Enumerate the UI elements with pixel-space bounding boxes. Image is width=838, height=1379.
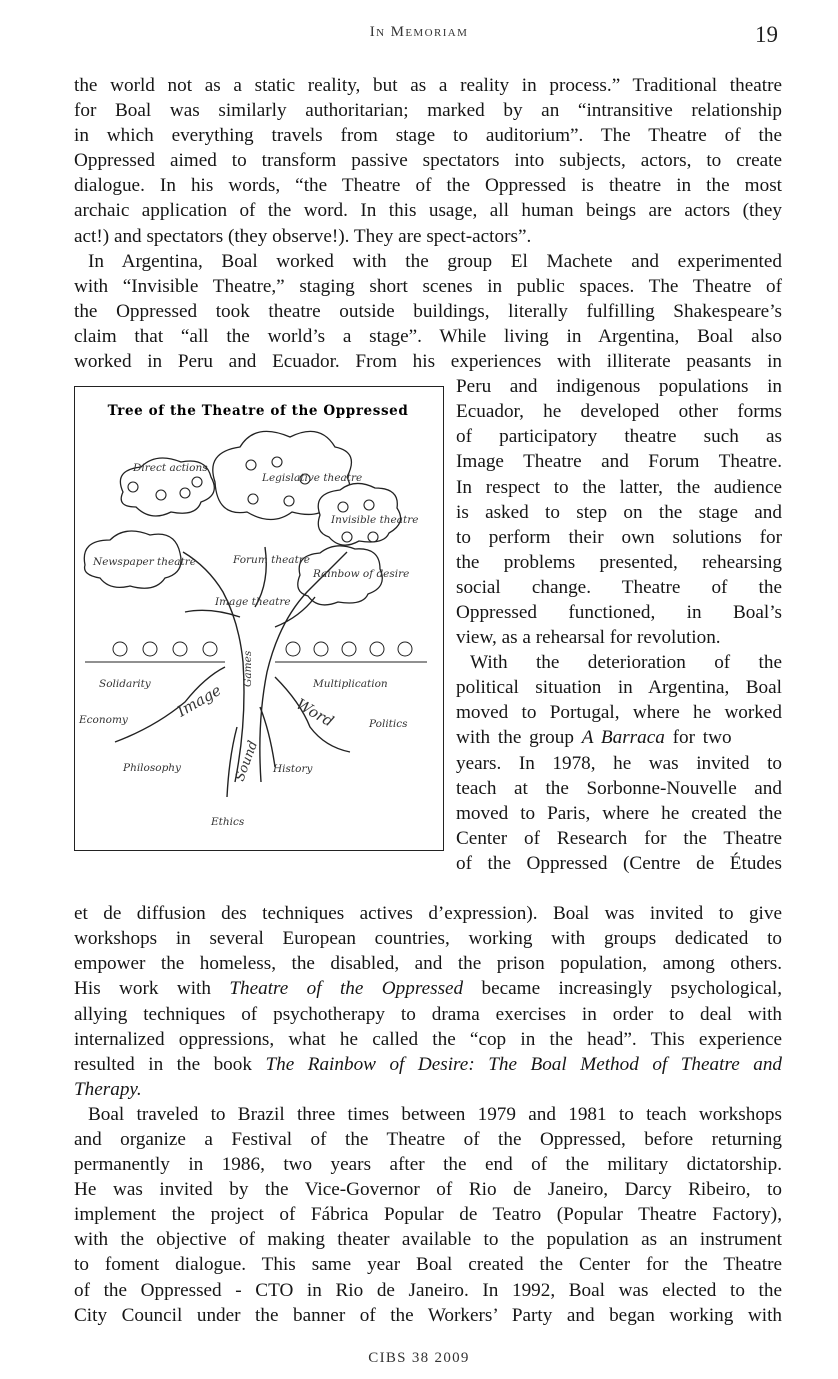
body-line: is asked to step on the stage and (456, 501, 782, 523)
flower-row (85, 642, 427, 662)
body-line: the Oppressed took theatre outside buildings, literally fulfilling Shakespeare’s (74, 300, 782, 322)
body-line: act!) and spectators (they observe!). They are spect-actors”. (74, 225, 532, 247)
body-line: the problems presented, rehearsing (456, 551, 782, 573)
body-line: allying techniques of psychotherapy to drama exercises in order to deal with (74, 1003, 782, 1025)
body-line: with “Invisible Theatre,” staging short scenes in public spaces. The Theatre of (74, 275, 782, 297)
label-invisible: Invisible theatre (331, 514, 419, 527)
tree-illustration (75, 387, 442, 849)
body-line: internalized oppressions, what he called the “cop in the head”. This experience (74, 1028, 782, 1050)
body-line: of the Oppressed - CTO in Rio de Janeiro. In 1992, Boal was elected to the (74, 1279, 782, 1301)
label-rainbow: Rainbow of desire (313, 568, 410, 581)
label-image: Image (174, 681, 225, 721)
page-header (0, 22, 838, 52)
body-line: in which everything travels from stage to auditorium”. The Theatre of the (74, 125, 782, 147)
body-line: moved to Portugal, where he worked (456, 702, 782, 724)
body-line: dialogue. In his words, “the Theatre of the Oppressed is theatre in the most (74, 175, 782, 197)
body-line: implement the project of Fábrica Popular de Teatro (Popular Theatre Factory), (74, 1204, 782, 1226)
label-forum: Forum theatre (233, 554, 311, 567)
label-multiplication: Multiplication (313, 678, 388, 691)
body-line: workshops in several European countries, working with groups dedicated to (74, 928, 782, 950)
label-direct-actions: Direct actions (133, 462, 208, 475)
body-line: Peru and indigenous populations in (456, 376, 782, 398)
body-line: empower the homeless, the disabled, and the prison population, among others. (74, 953, 782, 975)
label-politics: Politics (369, 718, 408, 731)
body-line: view, as a rehearsal for revolution. (456, 627, 721, 649)
label-history: History (273, 763, 313, 776)
label-philosophy: Philosophy (123, 762, 181, 775)
page-footer: CIBS 38 2009 (368, 1350, 470, 1366)
body-line: archaic application of the word. In this usage, all human beings are actors (they (74, 200, 782, 222)
page-number: 19 (755, 22, 778, 47)
body-line: worked in Peru and Ecuador. From his experiences with illiterate peasants in (74, 351, 782, 373)
body-line: His work with Theatre of the Oppressed became increasingly psychological, (74, 978, 783, 1000)
body-line: et de diffusion des techniques actives d’expression). Boal was invited to give (74, 903, 782, 925)
body-line: permanently in 1986, two years after the end of the military dictatorship. (74, 1154, 782, 1176)
body-line: social change. Theatre of the (456, 576, 782, 598)
body-line: political situation in Argentina, Boal (456, 677, 782, 699)
body-line: City Council under the banner of the Workers’ Party and began working with (74, 1304, 782, 1326)
body-line: Center of Research for the Theatre (456, 827, 782, 849)
body-line: of participatory theatre such as (456, 426, 782, 448)
body-line: resulted in the book The Rainbow of Desire: The Boal Method of Theatre and (74, 1053, 783, 1075)
tree-figure (74, 386, 444, 851)
body-line: Image Theatre and Forum Theatre. (456, 451, 782, 473)
body-line: He was invited by the Vice-Governor of Rio de Janeiro, Darcy Ribeiro, to (74, 1179, 782, 1201)
label-sound: Sound (232, 739, 262, 784)
body-line: with the group A Barraca for two (456, 727, 732, 749)
label-solidarity: Solidarity (99, 678, 151, 691)
body-line: Boal traveled to Brazil three times between 1979 and 1981 to teach workshops (88, 1103, 782, 1125)
body-line (74, 1077, 782, 1102)
label-word: Word (293, 695, 337, 731)
body-line: Oppressed functioned, in Boal’s (456, 601, 782, 623)
label-economy: Economy (79, 714, 128, 727)
body-line: Oppressed aimed to transform passive spectators into subjects, actors, to create (74, 150, 782, 172)
body-line: to foment dialogue. This same year Boal created the Center for the Theatre (74, 1254, 782, 1276)
label-image-theatre: Image theatre (215, 596, 291, 609)
running-head: In Memoriam (369, 24, 469, 40)
figure-title: Tree of the Theatre of the Oppressed (107, 403, 409, 420)
article-body (74, 73, 782, 1328)
label-newspaper: Newspaper theatre (93, 556, 196, 569)
label-ethics: Ethics (211, 816, 245, 829)
italic-title: The Rainbow of Desire: The Boal Method of Theatre and (265, 1053, 783, 1075)
body-line: Ecuador, he developed other forms (456, 401, 782, 423)
body-line: years. In 1978, he was invited to (456, 752, 782, 774)
body-line: claim that “all the world’s a stage”. While living in Argentina, Boal also (74, 325, 782, 347)
body-line: of the Oppressed (Centre de Études (456, 852, 782, 874)
italic-title: Therapy. (74, 1078, 142, 1100)
body-line: moved to Paris, where he created the (456, 802, 782, 824)
body-line: In respect to the latter, the audience (456, 476, 782, 498)
italic-term: A Barraca (581, 727, 665, 749)
body-line: with the objective of making theater available to the population as an instrument (74, 1229, 782, 1251)
body-line: With the deterioration of the (470, 652, 782, 674)
figure-wrap-region (74, 374, 782, 901)
body-line: the world not as a static reality, but as a reality in process.” Traditional theatre (74, 75, 782, 96)
label-games: Games (242, 650, 254, 688)
body-line: to perform their own solutions for (456, 526, 782, 548)
label-legislative: Legislative theatre (262, 472, 363, 485)
italic-title: Theatre of the Oppressed (229, 978, 464, 1000)
body-line: for Boal was similarly authoritarian; marked by an “intransitive relationship (74, 100, 782, 122)
body-line: and organize a Festival of the Theatre of the Oppressed, before returning (74, 1128, 782, 1150)
wrapped-column (456, 374, 782, 876)
body-line: In Argentina, Boal worked with the group El Machete and experimented (88, 250, 782, 272)
body-line: teach at the Sorbonne-Nouvelle and (456, 777, 782, 799)
